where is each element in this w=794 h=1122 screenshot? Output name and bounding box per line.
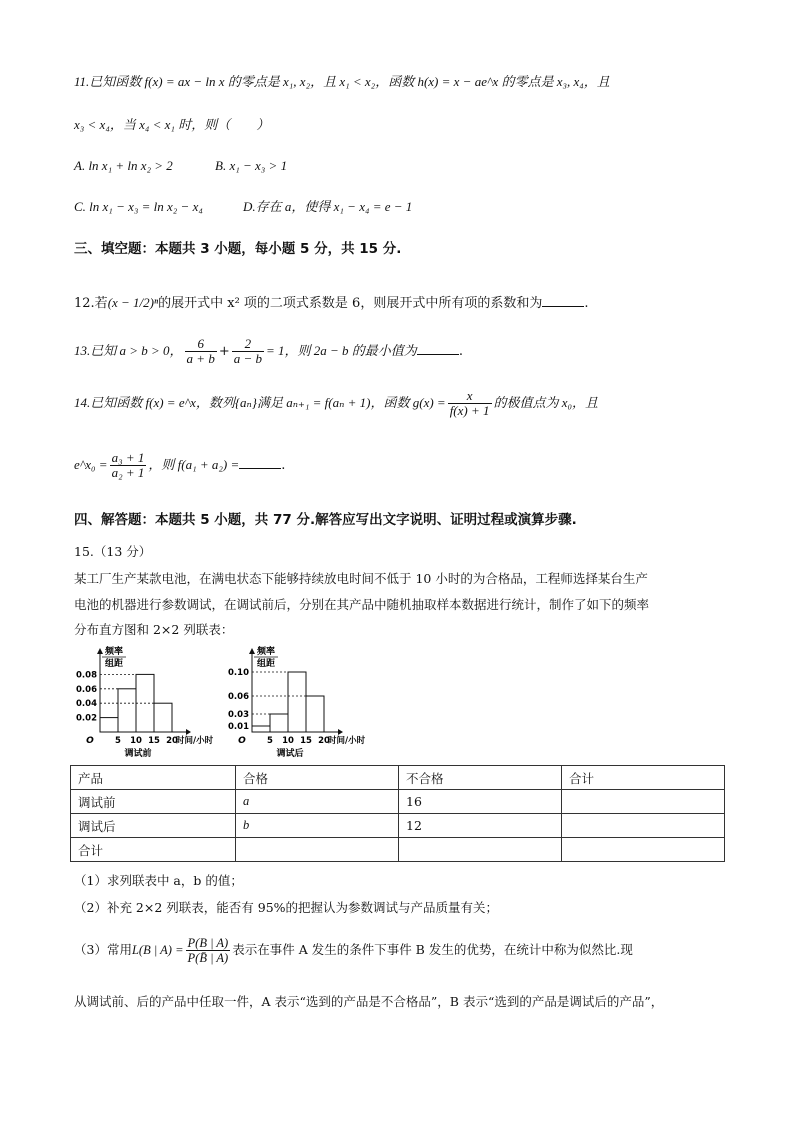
q13-fraction-1: [185, 337, 217, 366]
q15-sub3-line1: [74, 934, 633, 966]
histogram-before-svg: [70, 644, 220, 759]
q15-likelihood-fraction: [186, 936, 231, 965]
table-header-cell: 合格: [236, 766, 399, 790]
q15-sub2: （2）补充 2×2 列联表，能否有 95%的把握认为参数调试与产品质量有关；: [74, 900, 499, 915]
q11-option-b: B. x₁ − x₃ > 1: [215, 158, 288, 173]
y-tick-label: 0.04: [76, 699, 97, 710]
y-tick-label: 0.01: [228, 722, 249, 732]
origin-label: O: [86, 736, 94, 746]
q13-plus: +: [218, 344, 230, 359]
contingency-table: [70, 765, 725, 862]
q14-part1: 14.已知函数 f(x) = e^x，数列{aₙ}满足 aₙ₊₁ = f(aₙ + 1)，函数 g(x) =: [74, 395, 446, 410]
q11-option-a: A. ln x₁ + ln x₂ > 2: [74, 158, 173, 173]
q13-f1-num: 6: [185, 337, 217, 352]
x-tick-label: 10: [130, 736, 142, 746]
y-label-top: 频率: [104, 647, 124, 657]
q13-f2-den: a − b: [233, 351, 263, 366]
x-axis-arrow: [338, 729, 343, 735]
q11-line2: x₃ < x₄，当 x₄ < x₁ 时，则（ ）: [74, 117, 270, 132]
x-axis-arrow: [186, 729, 191, 735]
q14-part2: 的极值点为 x₀，且: [493, 395, 599, 410]
q14-ratio-num: a₃ + 1: [111, 450, 145, 465]
q14-line2: [74, 450, 285, 481]
q12-line: [74, 294, 588, 313]
q15-likelihood-num: P(B | A): [187, 936, 229, 950]
table-cell: 调试前: [71, 790, 236, 814]
histogram-bar: [252, 726, 270, 732]
histogram-bar: [288, 672, 306, 732]
q14-g-fraction: [448, 389, 492, 418]
table-cell: [236, 838, 399, 862]
q14-part3: ，则 f(a₁ + a₂) =: [148, 457, 240, 472]
table-cell: a: [236, 790, 399, 814]
origin-label: O: [238, 736, 246, 746]
table-cell: 调试后: [71, 814, 236, 838]
q15-para-3: 分布直方图和 2×2 列联表：: [74, 622, 234, 637]
q15-sub3-line2: 从调试前、后的产品中任取一件，A 表示“选到的产品是不合格品”，B 表示“选到的产品是调试后的产品”，: [74, 994, 664, 1009]
histogram-after: [222, 644, 372, 763]
q15-para-2: 电池的机器进行参数调试，在调试前后，分别在其产品中随机抽取样本数据进行统计，制作了如下的频率: [74, 597, 650, 612]
x-tick-label: 10: [282, 736, 294, 746]
y-tick-label: 0.06: [228, 692, 249, 702]
histogram-after-svg: [222, 644, 372, 759]
table-cell: 16: [399, 790, 562, 814]
q15-sub1: （1）求列联表中 a，b 的值；: [74, 873, 243, 888]
table-header-cell: 不合格: [399, 766, 562, 790]
y-tick-label: 0.08: [76, 670, 97, 681]
y-axis-arrow: [249, 648, 255, 654]
y-tick-label: 0.03: [228, 710, 249, 720]
x-tick-label: 20: [318, 736, 330, 746]
q12-text: 的展开式中 x² 项的二项式系数是 6，则展开式中所有项的系数和为: [158, 296, 543, 311]
x-tick-label: 15: [300, 736, 312, 746]
q15-sub3-lhs: L(B | A) =: [131, 943, 184, 957]
table-cell: [562, 790, 725, 814]
y-axis-arrow: [97, 648, 103, 654]
table-cell: 12: [399, 814, 562, 838]
x-tick-label: 5: [267, 736, 273, 746]
histogram-before: [70, 644, 220, 763]
histogram-bar: [154, 703, 172, 732]
y-tick-label: 0.02: [76, 713, 97, 724]
q14-end: .: [281, 458, 286, 473]
chart-title: 调试后: [276, 749, 304, 759]
table-row: [71, 838, 725, 862]
histogram-bar: [100, 718, 118, 732]
y-label-top: 频率: [256, 647, 276, 657]
q15-header: 15.（13 分）: [74, 544, 152, 559]
q15-sub3-text: 表示在事件 A 发生的条件下事件 B 发生的优势，在统计中称为似然比.现: [232, 942, 633, 957]
table-row: [71, 790, 725, 814]
table-cell: 合计: [71, 838, 236, 862]
q14-ratio-fraction: [110, 451, 147, 480]
table-cell: [562, 814, 725, 838]
table-cell: [562, 838, 725, 862]
x-tick-label: 15: [148, 736, 160, 746]
q13-prefix: 13.已知 a > b > 0，: [74, 343, 183, 358]
q15-para-1: 某工厂生产某款电池，在满电状态下能够持续放电时间不低于 10 小时的为合格品，工程师选择某台生产: [74, 571, 648, 586]
q13-fraction-2: [232, 337, 264, 366]
q13-text: = 1，则 2a − b 的最小值为: [266, 343, 417, 358]
table-header-cell: 合计: [562, 766, 725, 790]
table-cell: [399, 838, 562, 862]
q14-g-num: x: [448, 389, 492, 404]
q14-lhs: e^x₀ =: [74, 457, 108, 472]
y-tick-label: 0.10: [228, 668, 249, 678]
q12-answer-blank[interactable]: [542, 294, 584, 307]
x-tick-label: 5: [115, 736, 121, 746]
q14-answer-blank[interactable]: [239, 456, 281, 469]
histogram-bar: [306, 696, 324, 732]
table-header-row: [71, 766, 725, 790]
q14-g-den: f(x) + 1: [449, 403, 490, 418]
q13-answer-blank[interactable]: [417, 342, 459, 355]
q15-likelihood-den: P(B̄ | A): [187, 951, 229, 965]
q11-option-c: C. ln x₁ − x₃ = ln x₂ − x₄: [74, 199, 203, 214]
q13-line: [74, 336, 463, 367]
q13-f2-num: 2: [232, 337, 264, 352]
histogram-bar: [118, 689, 136, 732]
q12-end: .: [584, 296, 589, 311]
y-label-bottom: 组距: [256, 659, 276, 669]
x-axis-label: 时间/小时: [328, 736, 366, 746]
section4-title: 四、解答题：本题共 5 小题，共 77 分.解答应写出文字说明、证明过程或演算步骤.: [74, 512, 577, 528]
x-tick-label: 20: [166, 736, 178, 746]
q14-ratio-den: a₂ + 1: [111, 465, 145, 480]
table-header-cell: 产品: [71, 766, 236, 790]
q11-option-d: D.存在 a，使得 x₁ − x₄ = e − 1: [243, 199, 413, 214]
table-cell: b: [236, 814, 399, 838]
y-label-bottom: 组距: [104, 659, 124, 669]
q15-sub3-prefix: （3）常用: [74, 942, 132, 957]
section3-title: 三、填空题：本题共 3 小题，每小题 5 分，共 15 分.: [74, 241, 402, 257]
q11-line1: 11.已知函数 f(x) = ax − ln x 的零点是 x₁, x₂，且 x₁ < x₂，函数 h(x) = x − ae^x 的零点是 x₃, x₄，且: [74, 74, 610, 89]
q13-f1-den: a + b: [186, 351, 215, 366]
table-row: [71, 814, 725, 838]
x-axis-label: 时间/小时: [176, 736, 214, 746]
y-tick-label: 0.06: [76, 684, 97, 695]
q12-prefix: 12.若: [74, 296, 108, 311]
q14-line1: [74, 388, 598, 419]
chart-title: 调试前: [124, 749, 152, 759]
q13-end: .: [458, 344, 463, 359]
histogram-bar: [270, 714, 288, 732]
q12-binomial: (x − 1/2)ⁿ: [107, 295, 159, 310]
